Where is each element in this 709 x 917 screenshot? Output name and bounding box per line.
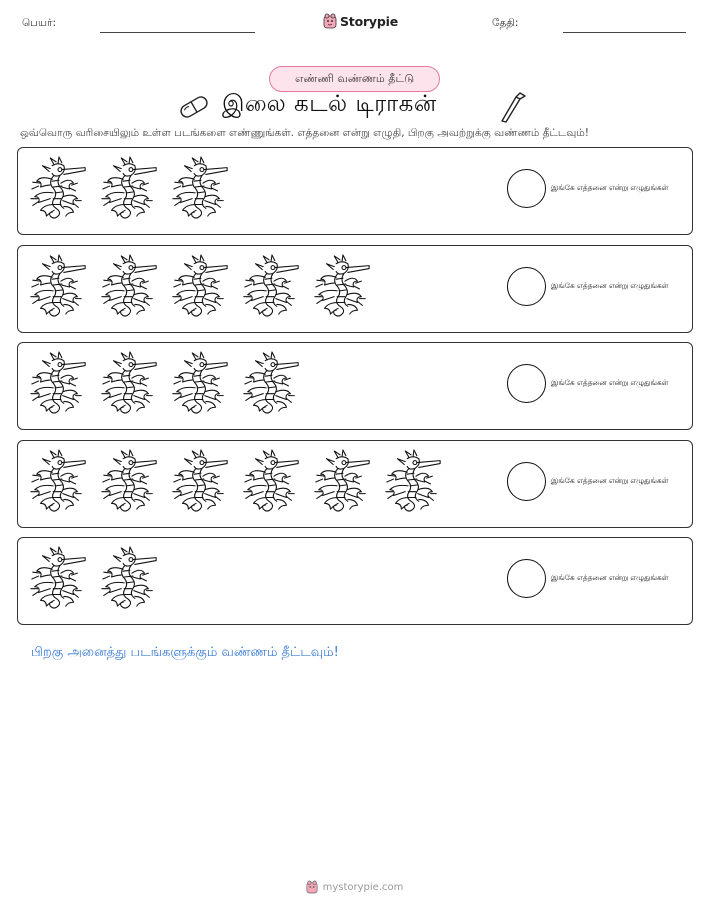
pill-icon <box>178 94 210 120</box>
answer-hint: இங்கே எத்தனை என்று எழுதுங்கள் <box>551 183 669 192</box>
leafy-sea-dragon-icon[interactable] <box>170 156 230 220</box>
counting-row <box>17 147 693 235</box>
answer-circle[interactable] <box>507 364 546 403</box>
leafy-sea-dragon-icon[interactable] <box>241 449 301 513</box>
leafy-sea-dragon-icon[interactable] <box>28 546 88 610</box>
leafy-sea-dragon-icon[interactable] <box>241 254 301 318</box>
leafy-sea-dragon-icon[interactable] <box>170 254 230 318</box>
counting-row <box>17 440 693 528</box>
answer-hint: இங்கே எத்தனை என்று எழுதுங்கள் <box>551 378 669 387</box>
storypie-footer-icon <box>306 880 318 894</box>
answer-hint: இங்கே எத்தனை என்று எழுதுங்கள் <box>551 475 669 485</box>
leafy-sea-dragon-icon[interactable] <box>28 254 88 318</box>
leafy-sea-dragon-icon[interactable] <box>99 254 159 318</box>
name-write-line[interactable] <box>100 32 255 33</box>
leafy-sea-dragon-icon[interactable] <box>99 351 159 415</box>
page-footer <box>0 880 709 894</box>
counting-rows <box>17 147 693 635</box>
leafy-sea-dragon-icon[interactable] <box>99 449 159 513</box>
counting-row <box>17 537 693 625</box>
straw-icon <box>498 91 528 123</box>
answer-circle[interactable] <box>507 462 546 501</box>
instructions-text: ஒவ்வொரு வரிசையிலும் உள்ள படங்களை எண்ணுங்கள். எத்தனை என்று எழுதி, பிறகு அவற்றுக்கு வண்ணம் தீட்டவும்! <box>20 127 589 139</box>
answer-circle[interactable] <box>507 559 546 598</box>
leafy-sea-dragon-icon[interactable] <box>28 156 88 220</box>
leafy-sea-dragon-icon[interactable] <box>241 351 301 415</box>
page-header <box>0 0 709 50</box>
picture-group <box>28 156 230 220</box>
counting-row <box>17 245 693 333</box>
leafy-sea-dragon-icon[interactable] <box>99 156 159 220</box>
leafy-sea-dragon-icon[interactable] <box>383 449 443 513</box>
leafy-sea-dragon-icon[interactable] <box>312 449 372 513</box>
footer-note: பிறகு அனைத்து படங்களுக்கும் வண்ணம் தீட்டவும்! <box>31 645 339 660</box>
footer-url: mystorypie.com <box>322 881 404 893</box>
leafy-sea-dragon-icon[interactable] <box>170 449 230 513</box>
logo-text: Storypie <box>340 13 398 29</box>
leafy-sea-dragon-icon[interactable] <box>28 449 88 513</box>
answer-circle[interactable] <box>507 169 546 208</box>
answer-hint: இங்கே எத்தனை என்று எழுதுங்கள் <box>551 573 669 582</box>
date-label: தேதி: <box>492 17 519 29</box>
leafy-sea-dragon-icon[interactable] <box>170 351 230 415</box>
counting-row <box>17 342 693 430</box>
picture-group <box>28 254 372 318</box>
leafy-sea-dragon-icon[interactable] <box>312 254 372 318</box>
storypie-logo-icon <box>323 13 337 29</box>
picture-group <box>28 449 443 513</box>
picture-group <box>28 351 301 415</box>
name-label: பெயர்: <box>22 17 57 29</box>
leafy-sea-dragon-icon[interactable] <box>28 351 88 415</box>
storypie-logo <box>323 13 398 29</box>
title-row <box>0 88 709 124</box>
picture-group <box>28 546 159 610</box>
answer-circle[interactable] <box>507 267 546 306</box>
activity-badge: எண்ணி வண்ணம் தீட்டு <box>269 66 440 92</box>
leafy-sea-dragon-icon[interactable] <box>99 546 159 610</box>
date-write-line[interactable] <box>563 32 686 33</box>
page-title: இலை கடல் டிராகன் <box>222 91 437 117</box>
answer-hint: இங்கே எத்தனை என்று எழுதுங்கள் <box>551 280 669 290</box>
